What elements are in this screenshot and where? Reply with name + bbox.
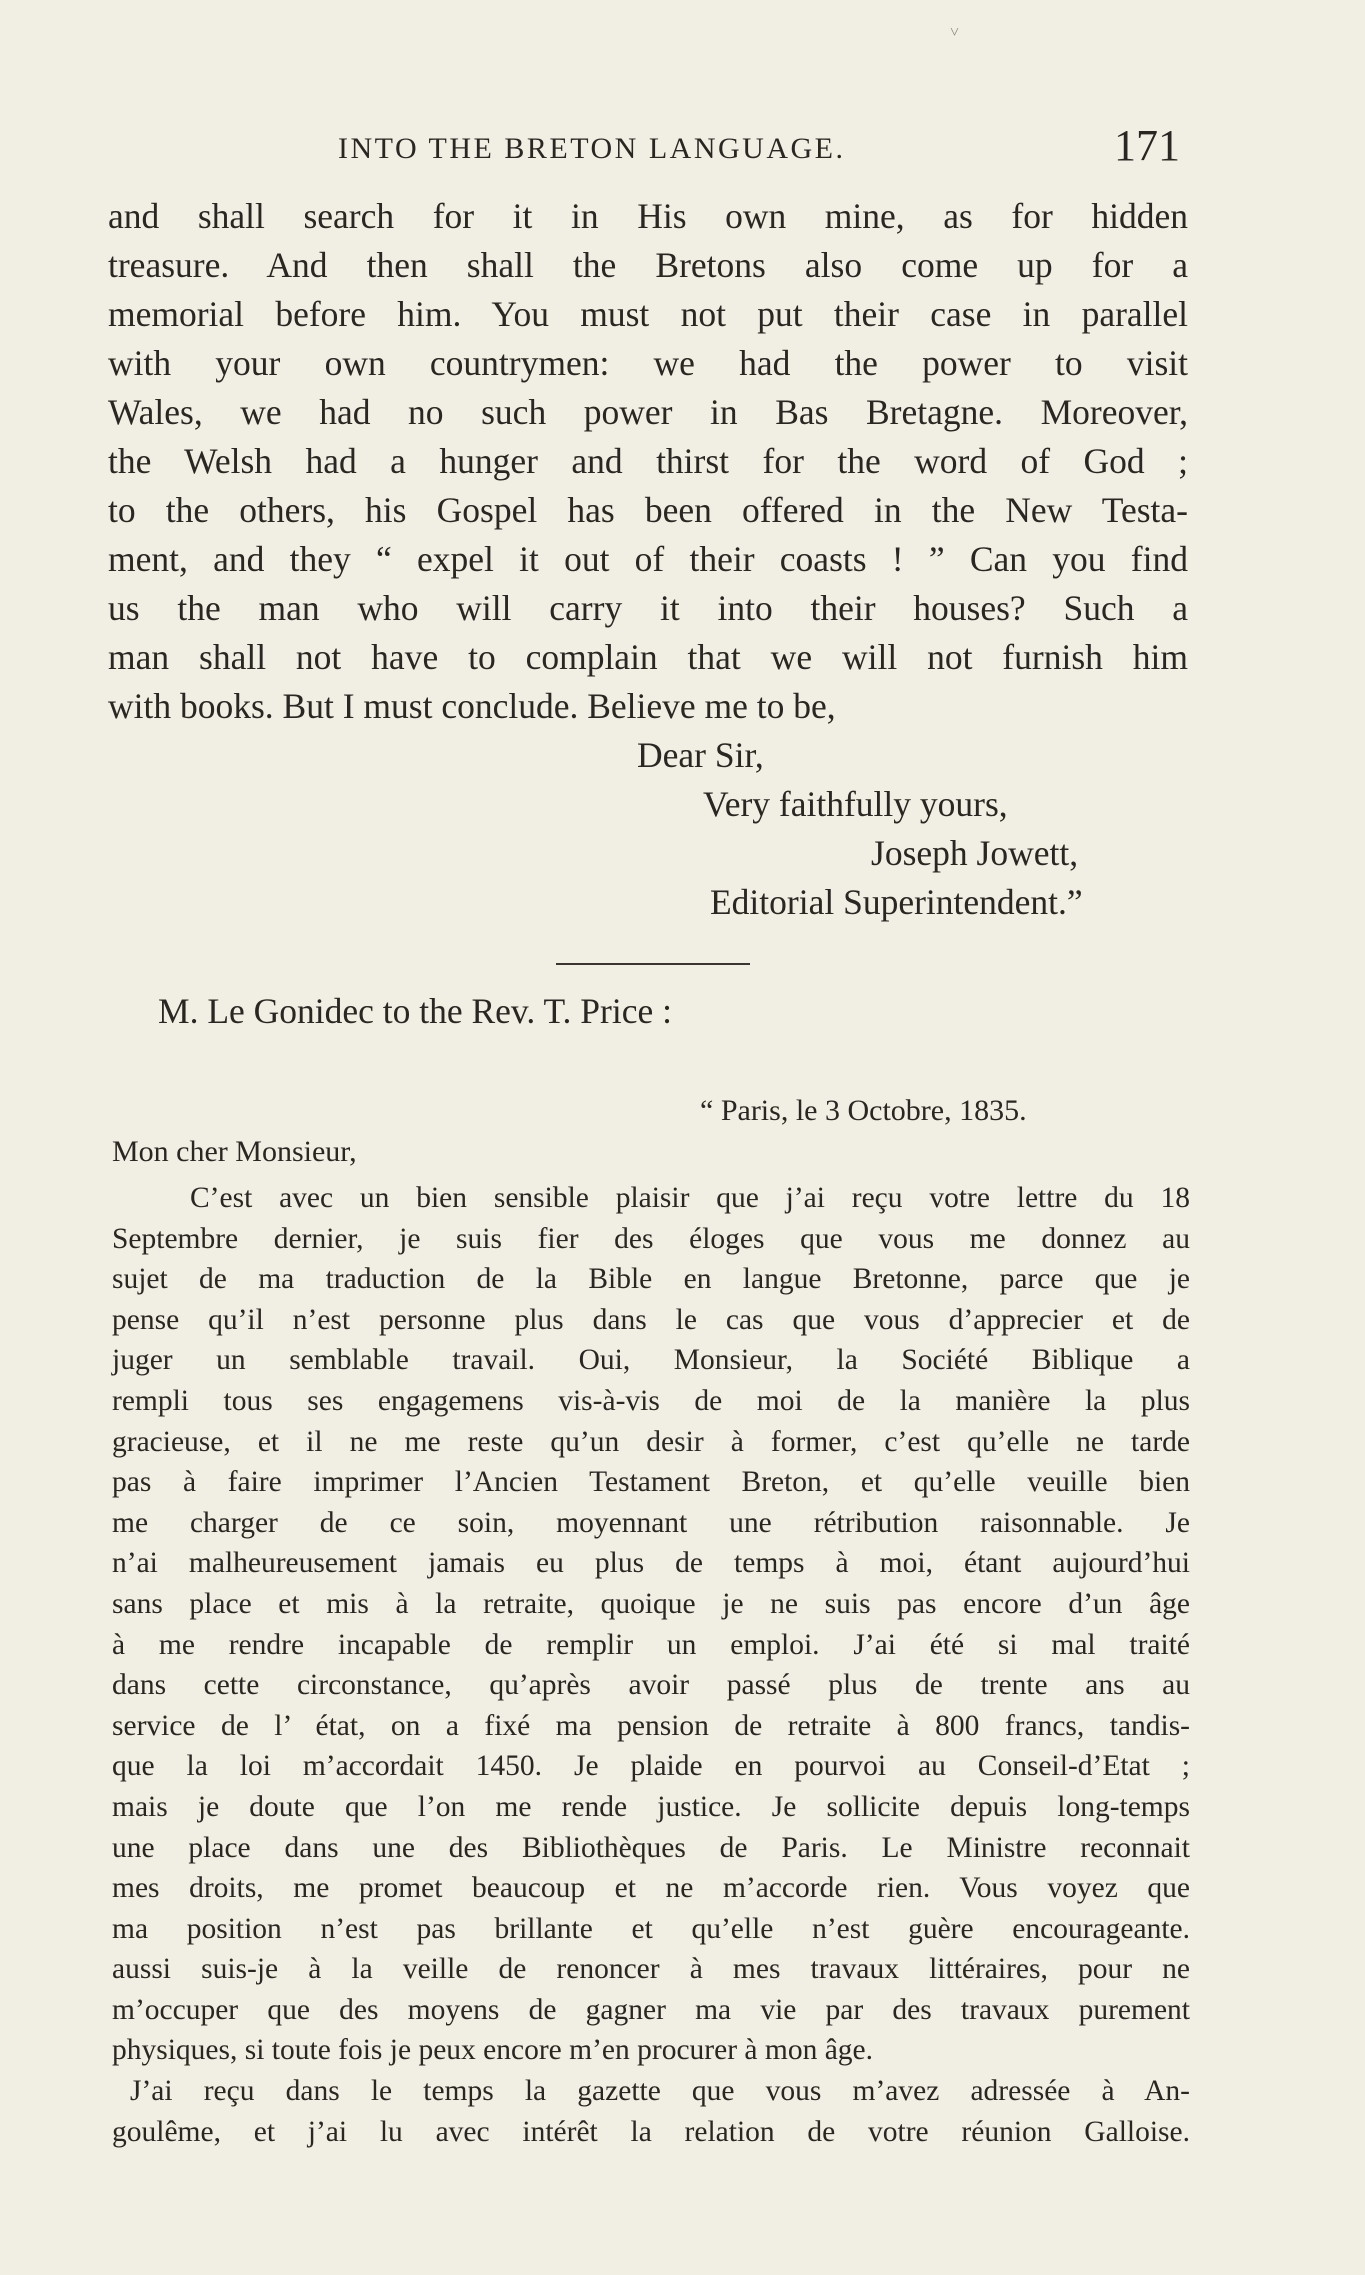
french-line: pas à faire imprimer l’Ancien Testament Breton, et qu’elle veuille bien [112,1466,1190,1499]
french-line: n’ai malheureusement jamais eu plus de temps à moi, étant aujourd’hui [112,1547,1190,1580]
french-line: rempli tous ses engagemens vis-à-vis de moi de la manière la plus [112,1384,1190,1417]
french-line: une place dans une des Bibliothèques de Paris. Le Ministre reconnait [112,1831,1190,1864]
french-line: juger un semblable travail. Oui, Monsieur, la Société Biblique a [112,1344,1190,1377]
french-line: à me rendre incapable de remplir un emploi. J’ai été si mal traité [112,1628,1190,1661]
body-line: and shall search for it in His own mine, as for hidden [108,196,1188,236]
page-header [108,120,1190,180]
french-line: que la loi m’accordait 1450. Je plaide en pourvoi au Conseil-d’Etat ; [112,1750,1190,1783]
french-line: goulême, et j’ai lu avec intérêt la relation de votre réunion Galloise. [112,2115,1190,2148]
english-paragraph [108,192,1188,731]
letter-heading: M. Le Gonidec to the Rev. T. Price : [158,991,672,1031]
letter-salutation: Mon cher Monsieur, [112,1135,357,1168]
section-divider [556,963,750,965]
closing-dear-sir: Dear Sir, [637,735,764,775]
french-line: Septembre dernier, je suis fier des éloges que vous me donnez au [112,1222,1190,1255]
french-line: mes droits, me promet beaucoup et ne m’accorde rien. Vous voyez que [112,1872,1190,1905]
french-line: ma position n’est pas brillante et qu’elle n’est guère encourageante. [112,1912,1190,1945]
running-head: INTO THE BRETON LANGUAGE. [338,132,846,165]
french-line: me charger de ce soin, moyennant une rétribution raisonnable. Je [112,1506,1190,1539]
french-line: sans place et mis à la retraite, quoique je ne suis pas encore d’un âge [112,1587,1190,1620]
body-line: ment, and they “ expel it out of their coasts ! ” Can you find [108,539,1188,579]
french-line: sujet de ma traduction de la Bible en langue Bretonne, parce que je [112,1263,1190,1296]
body-line: the Welsh had a hunger and thirst for the word of God ; [108,441,1188,481]
french-line: mais je doute que l’on me rende justice. Je sollicite depuis long-temps [112,1790,1190,1823]
french-line: service de l’ état, on a fixé ma pension de retraite à 800 francs, tandis- [112,1709,1190,1742]
french-line: aussi suis-je à la veille de renoncer à mes travaux littéraires, pour ne [112,1953,1190,1986]
body-line: us the man who will carry it into their houses? Such a [108,588,1188,628]
body-line: treasure. And then shall the Bretons also come up for a [108,245,1188,285]
french-line: C’est avec un bien sensible plaisir que j’ai reçu votre lettre du 18 [190,1182,1190,1214]
french-line: m’occuper que des moyens de gagner ma vie par des travaux purement [112,1993,1190,2026]
page-number: 171 [1114,121,1180,170]
french-line: physiques, si toute fois je peux encore m’en procurer à mon âge. [112,2034,874,2067]
signature-title: Editorial Superintendent.” [710,882,1083,922]
body-line: memorial before him. You must not put their case in parallel [108,294,1188,334]
body-line: with books. But I must conclude. Believe me to be, [108,686,836,726]
french-line: pense qu’il n’est personne plus dans le cas que vous d’apprecier et de [112,1303,1190,1336]
body-line: man shall not have to complain that we will not furnish him [108,637,1188,677]
signature-name: Joseph Jowett, [871,833,1079,873]
body-line: with your own countrymen: we had the power to visit [108,343,1188,383]
french-letter-body [112,1178,1190,2152]
french-line: gracieuse, et il ne me reste qu’un desir à former, c’est qu’elle ne tarde [112,1425,1190,1458]
closing-yours: Very faithfully yours, [703,784,1008,824]
french-line: J’ai reçu dans le temps la gazette que vous m’avez adressée à An- [130,2075,1190,2108]
page-mark: ˅ [950,24,960,41]
body-line: to the others, his Gospel has been offered in the New Testa- [108,490,1188,530]
french-line: dans cette circonstance, qu’après avoir passé plus de trente ans au [112,1669,1190,1702]
body-line: Wales, we had no such power in Bas Bretagne. Moreover, [108,392,1188,432]
letter-dateline: “ Paris, le 3 Octobre, 1835. [700,1094,1027,1127]
